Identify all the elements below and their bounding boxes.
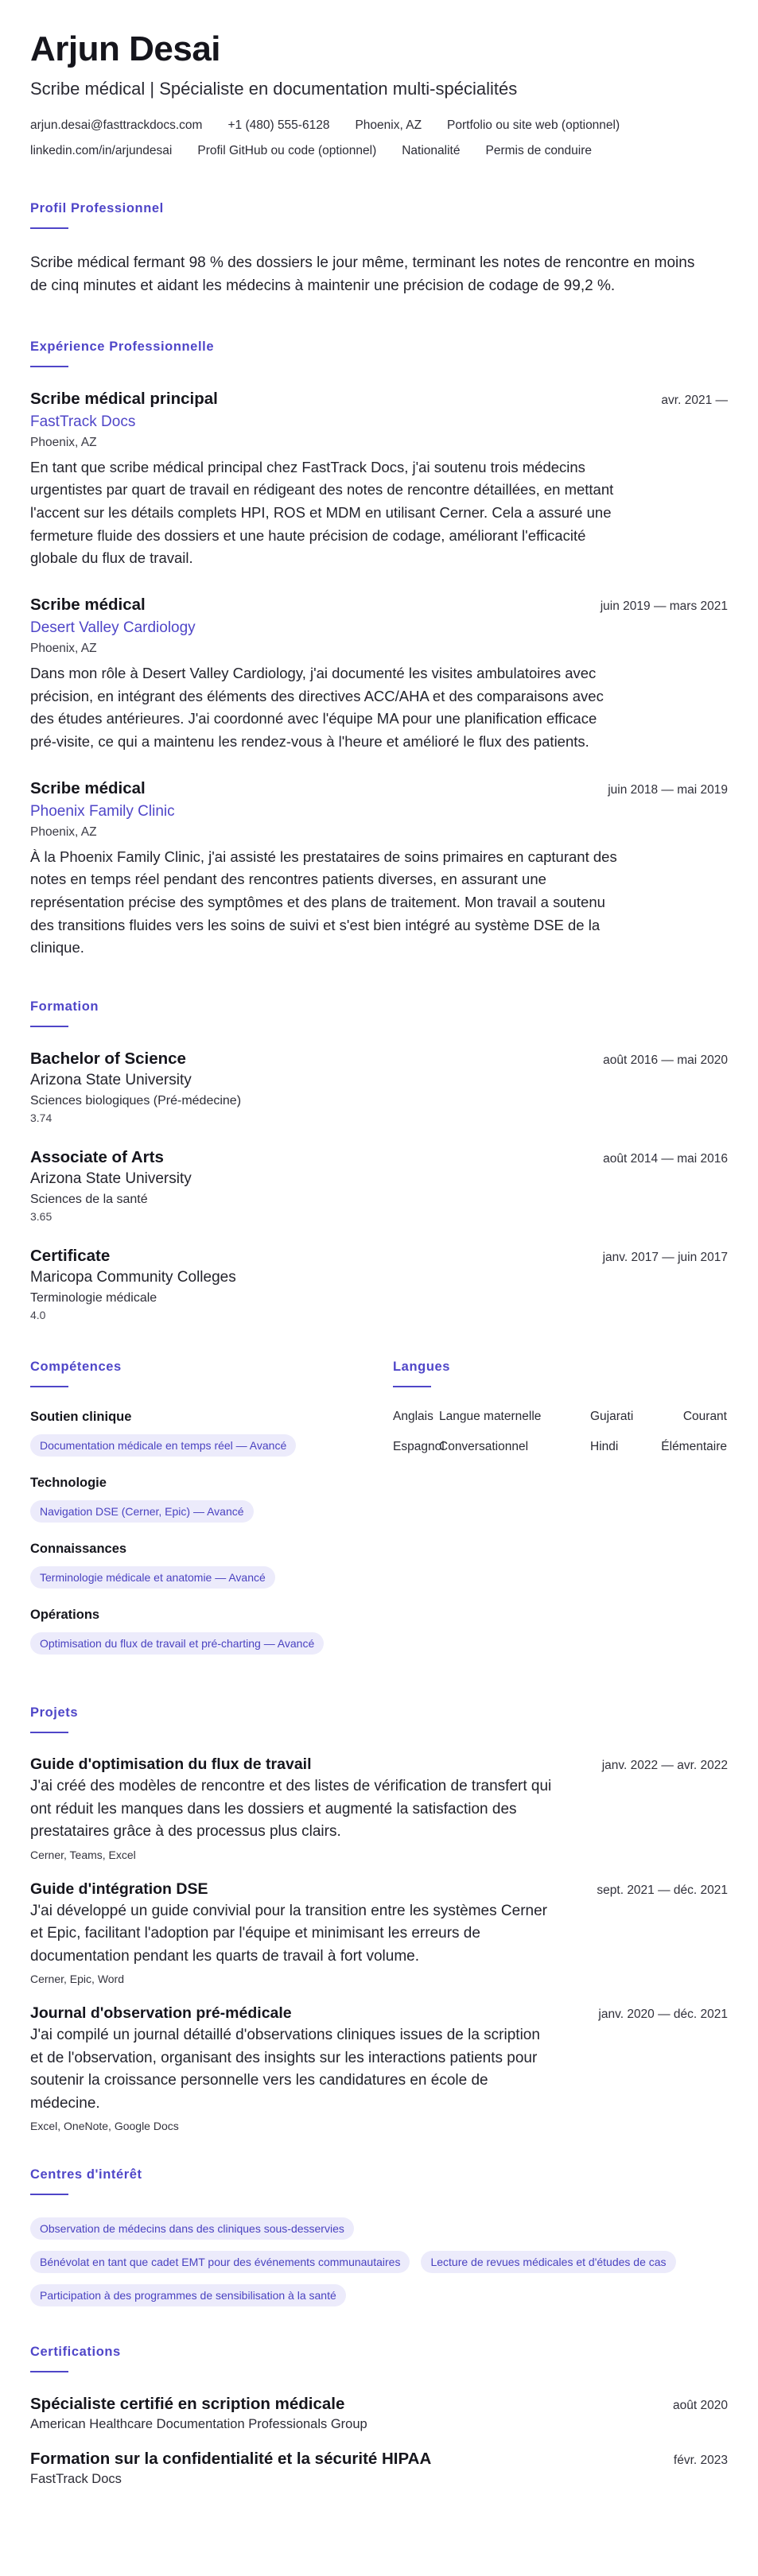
experience-entry — [30, 390, 728, 570]
project-tools: Cerner, Epic, Word — [30, 1973, 125, 1986]
interest-tag: Observation de médecins dans des cliniques sous-desservies — [30, 2217, 354, 2240]
school-name: Arizona State University — [30, 1072, 192, 1089]
languages-list — [393, 1410, 727, 1454]
contact-list — [30, 118, 682, 158]
contact-nationality: Nationalité — [402, 143, 461, 157]
school-name: Arizona State University — [30, 1170, 192, 1188]
degree-name: Associate of Arts — [30, 1148, 164, 1167]
language-level: Élémentaire — [661, 1440, 727, 1454]
skill-group — [30, 1476, 393, 1523]
experience-section — [30, 339, 728, 960]
project-entry — [30, 2004, 728, 2132]
projects-section — [30, 1705, 728, 2132]
education-section — [30, 999, 728, 1321]
experience-entry — [30, 596, 728, 754]
section-divider — [30, 227, 68, 229]
section-title-certifications: Certifications — [30, 2345, 121, 2360]
skill-group-name: Opérations — [30, 1608, 100, 1623]
job-company: Phoenix Family Clinic — [30, 802, 175, 820]
skills-languages-row — [30, 1360, 728, 1674]
candidate-headline: Scribe médical | Spécialiste en documentation multi-spécialités — [30, 78, 518, 99]
certification-entry — [30, 2395, 728, 2432]
degree-name: Certificate — [30, 1247, 111, 1266]
interest-tag: Lecture de revues médicales et d'études de cas — [421, 2251, 675, 2273]
section-divider — [30, 1386, 68, 1387]
section-title-education: Formation — [30, 999, 99, 1014]
job-description: Dans mon rôle à Desert Valley Cardiology, j'ai documenté les visites ambulatoires avec précision, en intégrant des éléments des directives ACC/AHA et des comparaisons avec des études antérieures. J'ai coordonné avec l'équipe MA pour une planification efficace pré-visite, ce qui a maintenu les rendez-vous à l'heure et amélioré le flux des patients. — [30, 665, 604, 751]
certification-name: Formation sur la confidentialité et la sécurité HIPAA — [30, 2450, 432, 2469]
project-name: Guide d'intégration DSE — [30, 1880, 208, 1898]
skill-group-name: Soutien clinique — [30, 1410, 132, 1425]
candidate-name: Arjun Desai — [30, 29, 221, 68]
project-name: Journal d'observation pré-médicale — [30, 2004, 292, 2023]
job-location: Phoenix, AZ — [30, 824, 97, 839]
project-tools: Cerner, Teams, Excel — [30, 1848, 136, 1861]
certification-entry — [30, 2450, 728, 2487]
contact-portfolio[interactable]: Portfolio ou site web (optionnel) — [447, 118, 620, 132]
certification-date: févr. 2023 — [673, 2454, 728, 2468]
job-title: Scribe médical — [30, 596, 146, 615]
degree-date: janv. 2017 — juin 2017 — [602, 1251, 728, 1265]
job-company: FastTrack Docs — [30, 413, 136, 430]
study-field: Sciences biologiques (Pré-médecine) — [30, 1094, 242, 1108]
degree-date: août 2016 — mai 2020 — [603, 1053, 728, 1068]
languages-section — [393, 1360, 727, 1674]
skill-group — [30, 1542, 393, 1589]
section-divider — [30, 366, 68, 367]
language-level: Langue maternelle — [439, 1410, 542, 1424]
skill-tag: Navigation DSE (Cerner, Epic) — Avancé — [30, 1500, 254, 1523]
section-title-skills: Compétences — [30, 1360, 122, 1375]
section-title-profile: Profil Professionnel — [30, 200, 164, 215]
job-date: juin 2019 — mars 2021 — [600, 599, 728, 614]
skill-group — [30, 1608, 393, 1655]
language-name: Gujarati — [590, 1410, 634, 1424]
interest-tag: Bénévolat en tant que cadet EMT pour des événements communautaires — [30, 2251, 410, 2273]
interests-list — [30, 2217, 714, 2306]
skill-tag: Terminologie médicale et anatomie — Avancé — [30, 1566, 275, 1589]
certification-issuer: FastTrack Docs — [30, 2472, 122, 2487]
project-entry — [30, 1755, 728, 1861]
skill-tag: Optimisation du flux de travail et pré-charting — Avancé — [30, 1632, 324, 1655]
job-location: Phoenix, AZ — [30, 642, 97, 656]
certification-name: Spécialiste certifié en scription médicale — [30, 2395, 345, 2414]
job-description: À la Phoenix Family Clinic, j'ai assisté les prestataires de soins primaires en capturant des notes en temps réel pendant des rencontres patients diverses, en assurant une représentation précise des symptômes et des plans de traitement. Mon travail a soutenu des transitions fluides vers les soins de suivi et s'est bien intégré au système DSE de la clinique. — [30, 848, 617, 956]
section-title-projects: Projets — [30, 1705, 79, 1721]
skill-group-name: Technologie — [30, 1476, 107, 1491]
degree-date: août 2014 — mai 2016 — [603, 1152, 728, 1166]
education-entry — [30, 1049, 728, 1124]
study-field: Sciences de la santé — [30, 1193, 148, 1207]
skill-group-name: Connaissances — [30, 1542, 127, 1557]
skill-group — [30, 1410, 393, 1457]
school-name: Maricopa Community Colleges — [30, 1269, 236, 1286]
contact-email[interactable]: arjun.desai@fasttrackdocs.com — [30, 118, 203, 132]
language-name: Anglais — [393, 1410, 433, 1424]
interests-section — [30, 2167, 728, 2306]
section-title-languages: Langues — [393, 1360, 451, 1375]
gpa-value: 3.74 — [30, 1111, 52, 1125]
section-divider — [30, 2194, 68, 2195]
project-description: J'ai créé des modèles de rencontre et des listes de vérification de transfert qui ont réduit les manques dans les dossiers et augmenté la satisfaction des prestataires grâce à des processus plus clairs. — [30, 1778, 552, 1841]
skill-tag: Documentation médicale en temps réel — Avancé — [30, 1434, 296, 1457]
project-name: Guide d'optimisation du flux de travail — [30, 1755, 312, 1774]
job-location: Phoenix, AZ — [30, 435, 97, 449]
job-title: Scribe médical principal — [30, 389, 218, 408]
project-description: J'ai développé un guide convivial pour la transition entre les systèmes Cerner et Epic, facilitant l'adoption par l'équipe et minimisant les erreurs de documentation pendant les quarts de travail à fort volume. — [30, 1902, 547, 1965]
study-field: Terminologie médicale — [30, 1291, 157, 1305]
section-divider — [30, 1732, 68, 1733]
experience-entry — [30, 779, 728, 960]
project-tools: Excel, OneNote, Google Docs — [30, 2120, 179, 2133]
section-divider — [30, 2371, 68, 2372]
job-description: En tant que scribe médical principal chez FastTrack Docs, j'ai soutenu trois médecins urgentistes par quart de travail en rédigeant des notes de rencontre détaillées, en mettant l'accent sur les détails complets HPI, ROS et MDM en utilisant Cerner. Cela a assuré une fermeture fluide des dossiers et une haute précision de codage, améliorant l'efficacité globale du flux de travail. — [30, 458, 614, 567]
section-divider — [30, 1026, 68, 1027]
section-title-interests: Centres d'intérêt — [30, 2167, 142, 2182]
job-date: juin 2018 — mai 2019 — [608, 782, 728, 797]
certification-date: août 2020 — [673, 2399, 728, 2413]
contact-license: Permis de conduire — [485, 143, 593, 157]
gpa-value: 3.65 — [30, 1210, 52, 1224]
project-date: sept. 2021 — déc. 2021 — [597, 1883, 728, 1897]
job-date: avr. 2021 — — [661, 393, 728, 407]
contact-linkedin[interactable]: linkedin.com/in/arjundesai — [30, 143, 173, 157]
section-divider — [393, 1386, 431, 1387]
language-level: Conversationnel — [439, 1440, 529, 1454]
project-date: janv. 2020 — déc. 2021 — [598, 2008, 728, 2022]
education-entry — [30, 1148, 728, 1223]
contact-location: Phoenix, AZ — [355, 118, 422, 132]
project-date: janv. 2022 — avr. 2022 — [601, 1759, 728, 1773]
gpa-value: 4.0 — [30, 1309, 46, 1322]
section-title-experience: Expérience Professionnelle — [30, 339, 215, 354]
language-level: Courant — [682, 1410, 727, 1424]
skills-section — [30, 1360, 393, 1674]
language-name: Espagnol — [393, 1440, 445, 1454]
project-entry — [30, 1880, 728, 1986]
education-entry — [30, 1247, 728, 1321]
profile-summary: Scribe médical fermant 98 % des dossiers le jour même, terminant les notes de rencontre en moins de cinq minutes et aidant les médecins à maintenir une précision de codage de 99,2 %. — [30, 254, 695, 295]
language-name: Hindi — [590, 1440, 619, 1454]
contact-github[interactable]: Profil GitHub ou code (optionnel) — [197, 143, 377, 157]
certification-issuer: American Healthcare Documentation Professionals Group — [30, 2417, 367, 2432]
job-title: Scribe médical — [30, 778, 146, 797]
job-company: Desert Valley Cardiology — [30, 619, 196, 637]
contact-phone[interactable]: +1 (480) 555-6128 — [227, 118, 330, 132]
profile-section — [30, 201, 728, 298]
project-description: J'ai compilé un journal détaillé d'observations cliniques issues de la scription et de l'observation, organisant des insights sur les interactions patients pour soutenir la croissance personnelle vers les candidatures en école de médecine. — [30, 2027, 540, 2112]
degree-name: Bachelor of Science — [30, 1049, 186, 1069]
interest-tag: Participation à des programmes de sensibilisation à la santé — [30, 2284, 346, 2306]
certifications-section — [30, 2345, 728, 2487]
